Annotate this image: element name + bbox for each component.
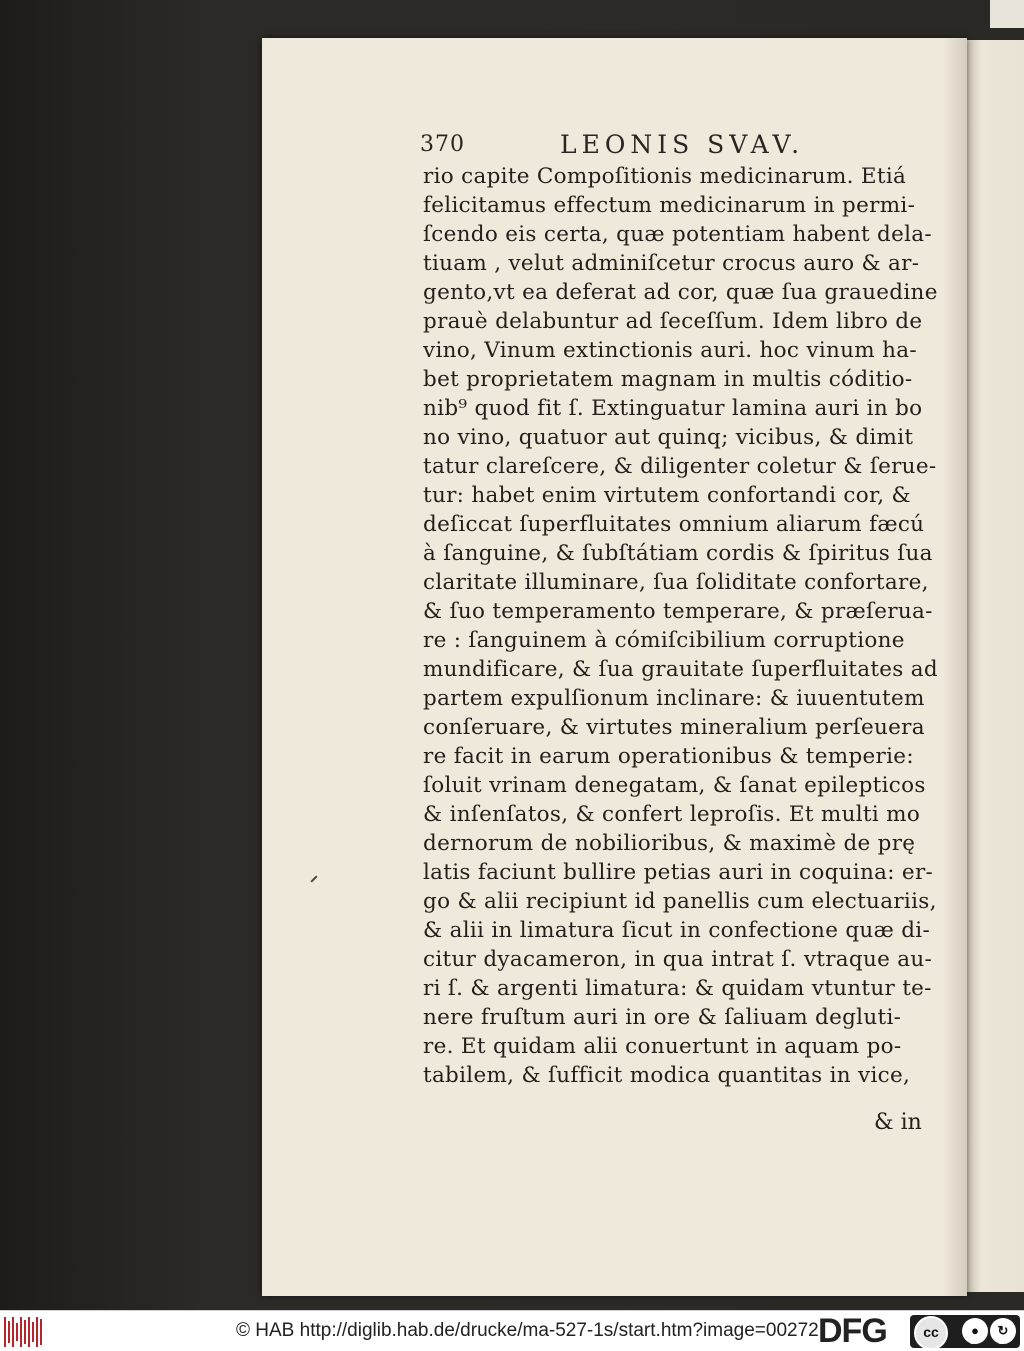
text-line: mundificare, & ſua grauitate ſuperfluitates ad: [423, 657, 938, 682]
text-line: bet proprietatem magnam in multis códitio-: [423, 367, 913, 392]
text-line: rio capite Compoſitionis medicinarum. Etiá: [423, 164, 907, 189]
text-line: tur: habet enim virtutem confortandi cor, &: [423, 483, 911, 508]
text-line: tiuam , velut adminiſcetur crocus auro & ar-: [423, 251, 920, 276]
text-line: no vino, quatuor aut quinq; vicibus, & dimit: [423, 425, 914, 450]
cc-icon: cc: [914, 1316, 948, 1350]
sa-icon: ↻: [990, 1318, 1016, 1344]
text-line: tatur clareſcere, & diligenter coletur & ſerue-: [423, 454, 937, 479]
text-line: partem expulſionum inclinare: & iuuentutem: [423, 686, 925, 711]
hab-barcode-logo-icon[interactable]: [4, 1317, 44, 1347]
text-line: ſoluit vrinam denegatam, & ſanat epilepticos: [423, 773, 926, 798]
page-header: [420, 130, 840, 164]
text-line: & alii in limatura ſicut in confectione quæ di-: [423, 918, 931, 943]
text-line: ſcendo eis certa, quæ potentiam habent dela-: [423, 222, 932, 247]
text-line: nere fruſtum auri in ore & ſaliuam degluti-: [423, 1005, 902, 1030]
text-line: re : ſanguinem à cómiſcibilium corruptione: [423, 628, 905, 653]
text-line: & ſuo temperamento temperare, & præſerua-: [423, 599, 933, 624]
text-line: re facit in earum operationibus & temperie:: [423, 744, 914, 769]
text-line: latis faciunt bullire petias auri in coquina: er-: [423, 860, 934, 885]
text-line: vino, Vinum extinctionis auri. hoc vinum ha-: [423, 338, 917, 363]
adjacent-page-edge: [967, 40, 1024, 1292]
text-line: go & alii recipiunt id panellis cum electuariis,: [423, 889, 937, 914]
text-line: ri ſ. & argenti limatura: & quidam vtuntur te-: [423, 976, 932, 1001]
viewer-footer: [0, 1310, 1024, 1351]
text-line: prauè delabuntur ad ſeceſſum. Idem libro de: [423, 309, 923, 334]
text-line: re. Et quidam alii conuertunt in aquam po-: [423, 1034, 902, 1059]
by-label: BY: [970, 1339, 980, 1346]
by-icon: ●: [962, 1318, 988, 1344]
text-line: à ſanguine, & ſubſtátiam cordis & ſpiritus ſua: [423, 541, 933, 566]
catchword: & in: [874, 1110, 922, 1135]
text-line: tabilem, & ſufficit modica quantitas in vice,: [423, 1063, 911, 1088]
source-credit-link[interactable]: © HAB http://diglib.hab.de/drucke/ma-527-1s/start.htm?image=00272: [236, 1320, 819, 1341]
dfg-logo[interactable]: DFG: [818, 1312, 887, 1350]
text-line: felicitamus effectum medicinarum in permi-: [423, 193, 916, 218]
sa-label: SA: [998, 1339, 1008, 1346]
text-line: conſeruare, & virtutes mineralium perſeuera: [423, 715, 925, 740]
text-line: claritate illuminare, ſua ſoliditate confortare,: [423, 570, 929, 595]
text-line: dernorum de nobilioribus, & maximè de prę: [423, 831, 916, 856]
text-line: deſiccat ſuperfluitates omnium aliarum fæcú: [423, 512, 925, 537]
cc-license-badge[interactable]: [910, 1315, 1020, 1348]
text-line: nib⁹ quod fit ſ. Extinguatur lamina auri in bo: [423, 396, 923, 421]
running-head: LEONIS SVAV.: [560, 130, 805, 159]
bleed-through-text: [979, 112, 1024, 130]
page-number: 370: [420, 132, 465, 157]
text-line: gento,vt ea deferat ad cor, quæ ſua grauedine: [423, 280, 938, 305]
clip-strip: [990, 0, 1024, 28]
body-text: [423, 162, 938, 1102]
text-line: & inſenſatos, & confert leproſis. Et multi mo: [423, 802, 921, 827]
text-line: citur dyacameron, in qua intrat ſ. vtraque au-: [423, 947, 933, 972]
